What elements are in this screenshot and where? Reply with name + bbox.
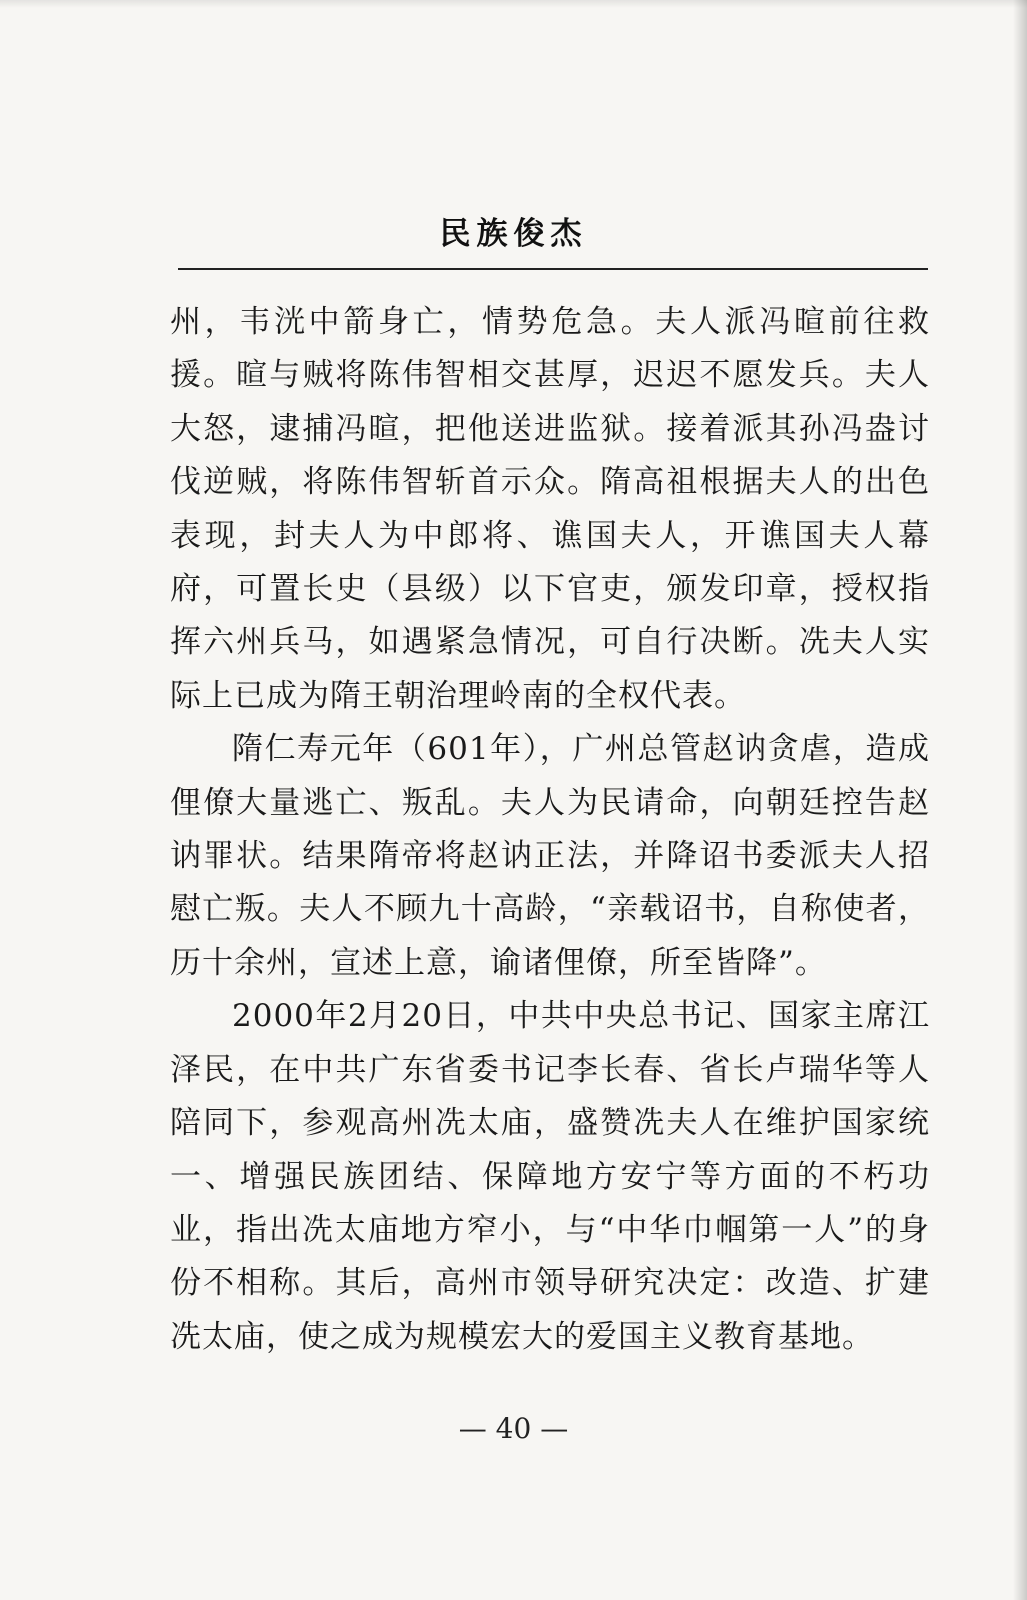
header-divider bbox=[178, 268, 928, 270]
scan-shadow-top bbox=[0, 0, 1027, 8]
page-number: — 40 — bbox=[458, 1412, 569, 1445]
paragraph: 隋仁寿元年（601年），广州总管赵讷贪虐，造成俚僚大量逃亡、叛乱。夫人为民请命，向朝廷控告赵讷罪状。结果隋帝将赵讷正法，并降诏书委派夫人招慰亡叛。夫人不顾九十高龄，“亲载诏书，自称使者，历十余州，宣述上意，谕诸俚僚，所至皆降”。 bbox=[170, 731, 930, 981]
body-text bbox=[170, 296, 930, 1364]
paragraph: 2000年2月20日，中共中央总书记、国家主席江泽民，在中共广东省委书记李长春、省长卢瑞华等人陪同下，参观高州冼太庙，盛赞冼夫人在维护国家统一、增强民族团结、保障地方安宁等方面的不朽功业，指出冼太庙地方窄小，与“中华巾帼第一人”的身份不相称。其后，高州市领导研究决定：改造、扩建冼太庙，使之成为规模宏大的爱国主义教育基地。 bbox=[170, 998, 930, 1355]
running-header-title: 民族俊杰 bbox=[439, 216, 588, 252]
paragraph-continued: 州，韦洸中箭身亡，情势危急。夫人派冯暄前往救援。暄与贼将陈伟智相交甚厚，迟迟不愿发兵。夫人大怒，逮捕冯暄，把他送进监狱。接着派其孙冯盎讨伐逆贼，将陈伟智斩首示众。隋高祖根据夫人的出色表现，封夫人为中郎将、谯国夫人，开谯国夫人幕府，可置长史（县级）以下官吏，颁发印章，授权指挥六州兵马，如遇紧急情况，可自行决断。冼夫人实际上已成为隋王朝治理岭南的全权代表。 bbox=[170, 304, 930, 714]
